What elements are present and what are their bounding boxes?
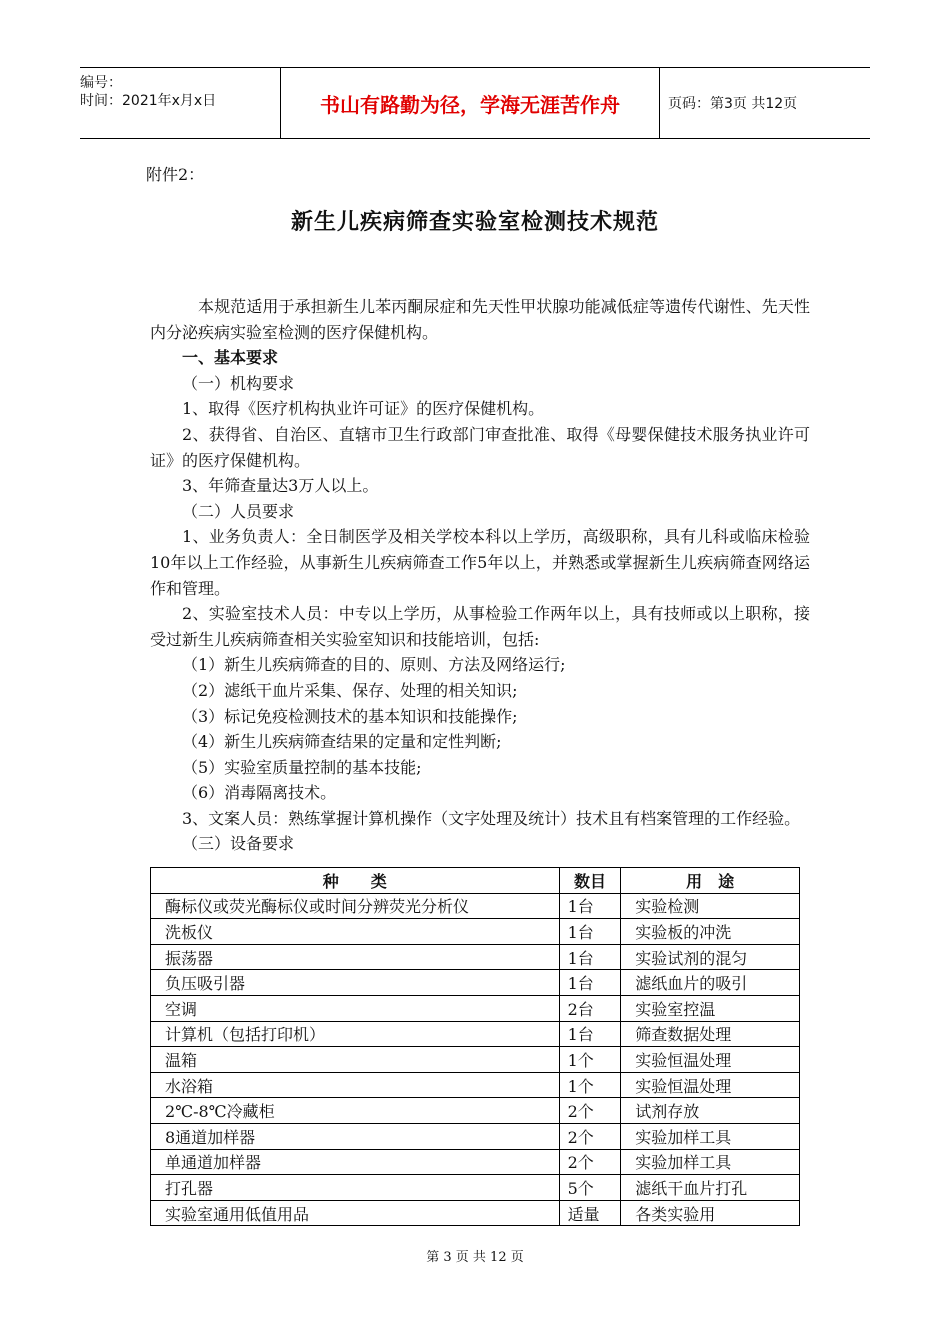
- cell-category: 洗板仪: [151, 919, 560, 945]
- table-row: [151, 919, 800, 945]
- list-item: （5）实验室质量控制的基本技能;: [182, 757, 422, 777]
- cell-category: 实验室通用低值用品: [151, 1200, 560, 1226]
- cell-quantity: 1台: [559, 944, 621, 970]
- cell-purpose: 实验室控温: [621, 995, 800, 1021]
- cell-purpose: 各类实验用: [621, 1200, 800, 1226]
- cell-category: 空调: [151, 995, 560, 1021]
- table-row: [151, 944, 800, 970]
- cell-category: 打孔器: [151, 1175, 560, 1201]
- paragraph: 2、实验室技术人员：中专以上学历，从事检验工作两年以上，具有技师或以上职称，接受过新生儿疾病筛查相关实验室知识和技能培训，包括:: [150, 604, 810, 649]
- list-item: （4）新生儿疾病筛查结果的定量和定性判断;: [182, 732, 502, 752]
- table-row: [151, 995, 800, 1021]
- table-row: [151, 1200, 800, 1226]
- table-row: [151, 893, 800, 919]
- paragraph: 1、取得《医疗机构执业许可证》的医疗保健机构。: [182, 399, 545, 419]
- cell-quantity: 2个: [559, 1149, 621, 1175]
- cell-quantity: 2台: [559, 995, 621, 1021]
- number-label: 编号：: [80, 75, 122, 91]
- subsection-heading: （一）机构要求: [182, 373, 295, 393]
- cell-purpose: 实验板的冲洗: [621, 919, 800, 945]
- table-row: [151, 1098, 800, 1124]
- cell-category: 振荡器: [151, 944, 560, 970]
- table-row: [151, 1047, 800, 1073]
- header-meta: [80, 68, 280, 138]
- table-header-row: [151, 868, 800, 894]
- list-item: （3）标记免疫检测技术的基本知识和技能操作;: [182, 706, 518, 726]
- list-item: （2）滤纸干血片采集、保存、处理的相关知识;: [182, 680, 518, 700]
- cell-category: 温箱: [151, 1047, 560, 1073]
- paragraph: 2、获得省、自治区、直辖市卫生行政部门审查批准、取得《母婴保健技术服务执业许可证》的医疗保健机构。: [150, 424, 810, 470]
- table-row: [151, 1123, 800, 1149]
- cell-category: 水浴箱: [151, 1072, 560, 1098]
- paragraph: 1、业务负责人：全日制医学及相关学校本科以上学历，高级职称，具有儿科或临床检验10年以上工作经验，从事新生儿疾病筛查工作5年以上，并熟悉或掌握新生儿疾病筛查网络运作和管理。: [150, 527, 810, 598]
- cell-quantity: 1台: [559, 919, 621, 945]
- cell-purpose: 筛查数据处理: [621, 1021, 800, 1047]
- cell-purpose: 试剂存放: [621, 1098, 800, 1124]
- cell-purpose: 实验恒温处理: [621, 1047, 800, 1073]
- cell-quantity: 1台: [559, 1021, 621, 1047]
- cell-purpose: 滤纸血片的吸引: [621, 970, 800, 996]
- cell-quantity: 适量: [559, 1200, 621, 1226]
- cell-category: 2℃-8℃冷藏柜: [151, 1098, 560, 1124]
- cell-purpose: 实验恒温处理: [621, 1072, 800, 1098]
- page-header: [80, 67, 870, 139]
- paragraph: 3、年筛查量达3万人以上。: [182, 476, 379, 496]
- header-motto: 书山有路勤为径，学海无涯苦作舟: [280, 68, 660, 138]
- time-label: 时间：2021年x月x日: [80, 93, 217, 109]
- cell-purpose: 滤纸干血片打孔: [621, 1175, 800, 1201]
- page-footer: 第 3 页 共 12 页: [426, 1250, 524, 1265]
- cell-category: 8通道加样器: [151, 1123, 560, 1149]
- header-category: 种 类: [151, 868, 560, 894]
- table-row: [151, 1072, 800, 1098]
- table-body: [151, 893, 800, 1226]
- subsection-heading: （二）人员要求: [182, 501, 295, 521]
- cell-purpose: 实验检测: [621, 893, 800, 919]
- cell-category: 单通道加样器: [151, 1149, 560, 1175]
- table-row: [151, 1175, 800, 1201]
- header-page-info: 页码：第3页 共12页: [668, 96, 798, 112]
- cell-quantity: 5个: [559, 1175, 621, 1201]
- cell-category: 负压吸引器: [151, 970, 560, 996]
- intro-paragraph: 本规范适用于承担新生儿苯丙酮尿症和先天性甲状腺功能减低症等遗传代谢性、先天性内分泌疾病实验室检测的医疗保健机构。: [150, 297, 810, 342]
- cell-purpose: 实验加样工具: [621, 1123, 800, 1149]
- paragraph: 3、文案人员：熟练掌握计算机操作（文字处理及统计）技术且有档案管理的工作经验。: [182, 808, 801, 828]
- cell-purpose: 实验加样工具: [621, 1149, 800, 1175]
- equipment-table: [150, 867, 800, 1226]
- header-purpose: 用 途: [621, 868, 800, 894]
- cell-category: 酶标仪或荧光酶标仪或时间分辨荧光分析仪: [151, 893, 560, 919]
- attachment-label: 附件2：: [146, 165, 205, 184]
- cell-quantity: 1个: [559, 1047, 621, 1073]
- list-item: （6）消毒隔离技术。: [182, 783, 337, 803]
- cell-quantity: 1台: [559, 970, 621, 996]
- table-row: [151, 1149, 800, 1175]
- document-title: 新生儿疾病筛查实验室检测技术规范: [290, 209, 659, 235]
- list-item: （1）新生儿疾病筛查的目的、原则、方法及网络运行;: [182, 655, 566, 675]
- header-quantity: 数目: [559, 868, 621, 894]
- cell-quantity: 1个: [559, 1072, 621, 1098]
- section-heading: 一、基本要求: [182, 348, 279, 368]
- cell-quantity: 2个: [559, 1098, 621, 1124]
- cell-quantity: 1台: [559, 893, 621, 919]
- cell-purpose: 实验试剂的混匀: [621, 944, 800, 970]
- table-row: [151, 970, 800, 996]
- cell-quantity: 2个: [559, 1123, 621, 1149]
- document-body: [150, 294, 810, 857]
- cell-category: 计算机（包括打印机）: [151, 1021, 560, 1047]
- subsection-heading: （三）设备要求: [182, 834, 295, 854]
- table-row: [151, 1021, 800, 1047]
